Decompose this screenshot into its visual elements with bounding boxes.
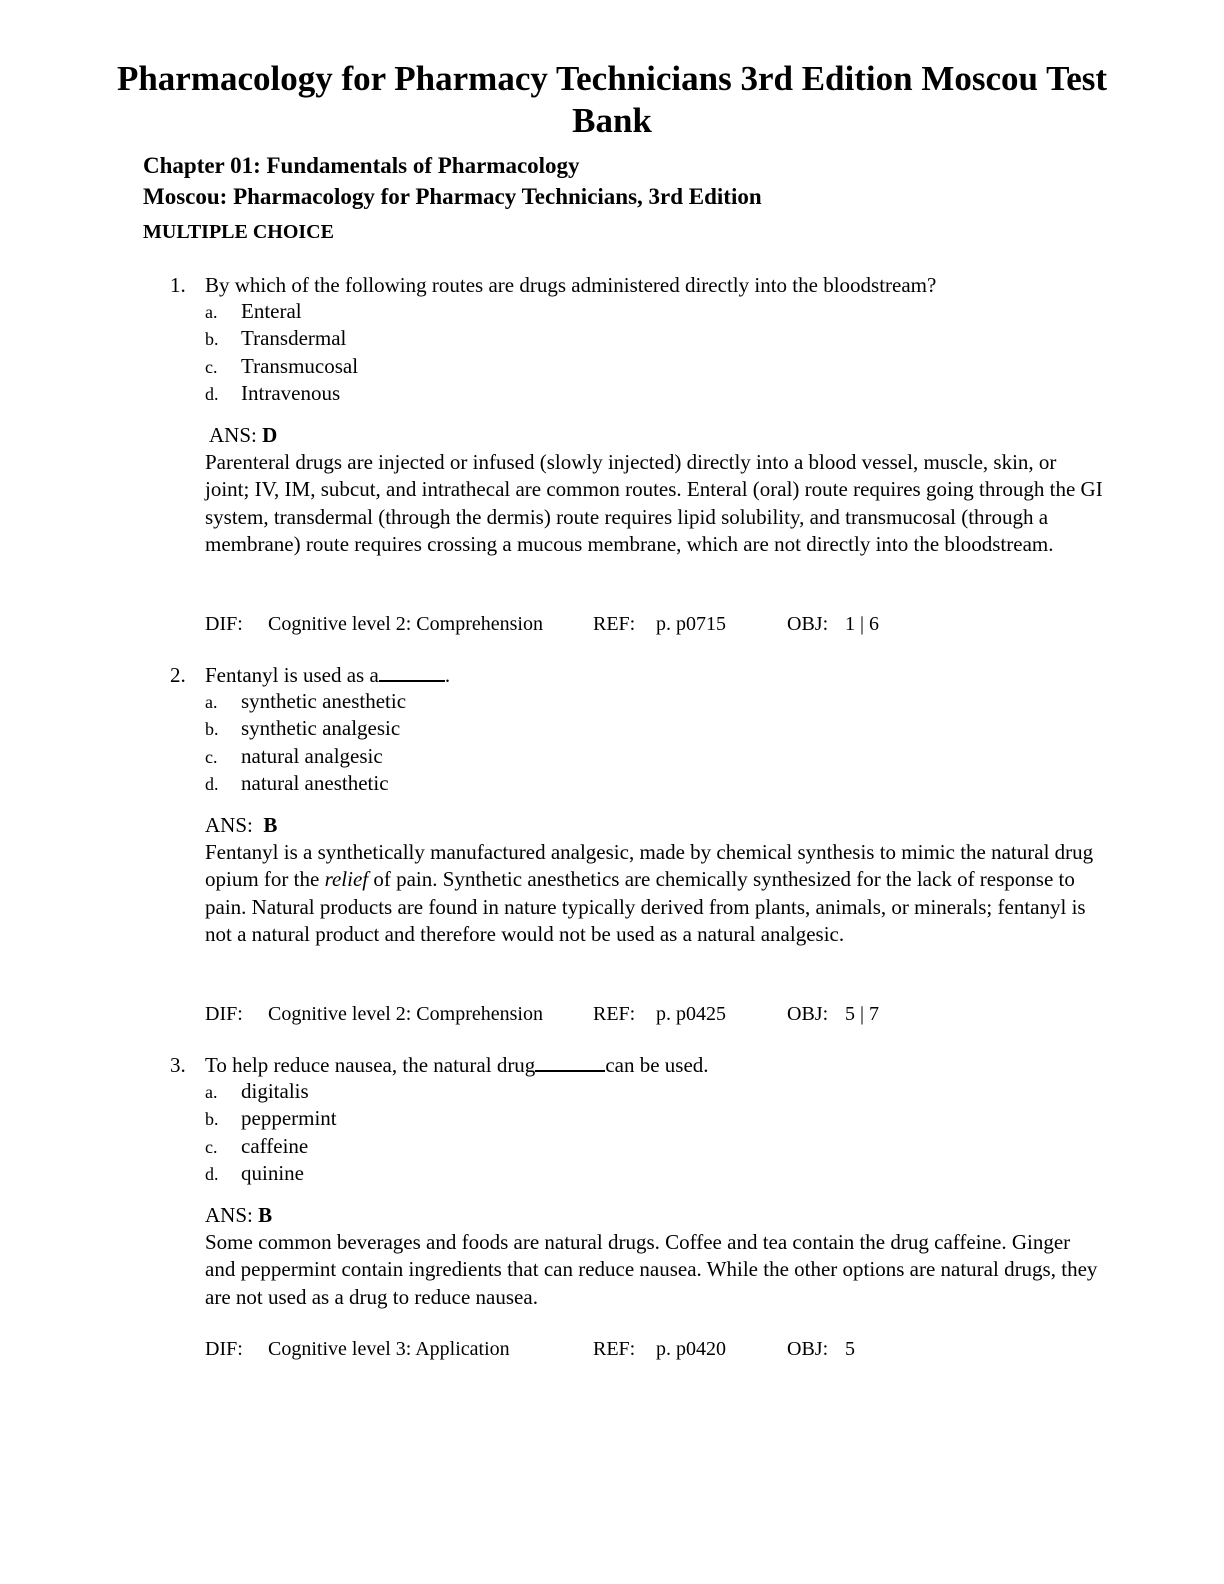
- option-text: Enteral: [241, 299, 302, 323]
- option-letter: b.: [205, 329, 219, 350]
- dif-label: DIF:: [205, 613, 243, 635]
- question-stem: [170, 271, 936, 299]
- rationale-emphasis: relief: [324, 867, 369, 892]
- obj-value: 5 | 7: [845, 1003, 880, 1025]
- answer-line: [205, 811, 277, 839]
- chapter-heading: Chapter 01: Fundamentals of Pharmacology: [143, 153, 580, 178]
- book-heading: Moscou: Pharmacology for Pharmacy Technicians, 3rd Edition: [143, 184, 762, 209]
- section-heading: MULTIPLE CHOICE: [143, 221, 334, 243]
- option-letter: b.: [205, 719, 219, 740]
- rationale: Some common beverages and foods are natural drugs. Coffee and tea contain the drug caffeine. Ginger and peppermint contain ingredients that can reduce nausea. While the other options are natural drugs, they are not used as a drug to reduce nausea.: [205, 1230, 1098, 1309]
- question-number: 3.: [170, 1053, 186, 1077]
- option-text: digitalis: [241, 1079, 309, 1103]
- dif-label: DIF:: [205, 1003, 243, 1025]
- option-a: [205, 298, 358, 325]
- option-text: natural analgesic: [241, 743, 383, 768]
- rationale: [205, 839, 1105, 948]
- obj-label: OBJ:: [787, 1338, 829, 1360]
- rationale-text: Fentanyl is a synthetically manufactured analgesic, made by chemical synthesis to mimic the natural drug opium for the: [205, 840, 1094, 892]
- document-title: Pharmacology for Pharmacy Technicians 3rd Edition Moscou Test Bank: [116, 59, 1108, 140]
- question-text-end: .: [444, 663, 451, 687]
- ref-value: p. p0420: [656, 1338, 726, 1360]
- ref-value: p. p0425: [656, 1003, 726, 1025]
- option-b: [205, 1105, 337, 1132]
- option-list: [205, 688, 406, 797]
- question-text: Fentanyl is used as a: [205, 663, 379, 687]
- ref-label: REF:: [593, 1338, 636, 1360]
- ref-value: p. p0715: [656, 613, 726, 635]
- answer-value: D: [262, 423, 278, 447]
- option-c: [205, 1133, 337, 1160]
- option-text: caffeine: [241, 1133, 309, 1158]
- question-text-end: can be used.: [605, 1053, 709, 1077]
- option-c: [205, 353, 358, 380]
- option-letter: a.: [205, 302, 218, 322]
- question-stem: [170, 661, 450, 689]
- option-letter: d.: [205, 383, 219, 404]
- option-text: Intravenous: [241, 380, 341, 405]
- obj-label: OBJ:: [787, 1003, 829, 1025]
- option-letter: a.: [205, 1082, 218, 1102]
- ref-label: REF:: [593, 1003, 636, 1025]
- answer-label: ANS:: [209, 423, 257, 447]
- answer-blank: [535, 1052, 605, 1072]
- question-stem: [170, 1051, 709, 1079]
- option-b: [205, 715, 406, 742]
- dif-value: Cognitive level 3: Application: [268, 1338, 510, 1360]
- option-a: [205, 1078, 337, 1105]
- option-text: natural anesthetic: [241, 770, 389, 795]
- answer-label: ANS:: [205, 1203, 253, 1227]
- option-letter: b.: [205, 1109, 219, 1130]
- obj-label: OBJ:: [787, 613, 829, 635]
- option-letter: a.: [205, 692, 218, 712]
- rationale: Parenteral drugs are injected or infused (slowly injected) directly into a blood vessel, muscle, skin, or joint; IV, IM, subcut, and intrathecal are common routes. Enteral (oral) route requires going through the GI system, transdermal (through the dermis) route requires lipid solubility, and transmucosal (through a membrane) route requires crossing a mucous membrane, which are not directly into the bloodstream.: [205, 450, 1103, 556]
- option-text: Transdermal: [241, 326, 347, 351]
- question-text: By which of the following routes are drugs administered directly into the bloodstream?: [205, 273, 937, 297]
- answer-line: [205, 1201, 272, 1229]
- option-b: [205, 325, 358, 352]
- option-letter: c.: [205, 1136, 218, 1157]
- answer-value: B: [263, 813, 278, 837]
- option-text: Transmucosal: [241, 353, 359, 378]
- option-d: [205, 1160, 337, 1187]
- dif-value: Cognitive level 2: Comprehension: [268, 1003, 543, 1025]
- ref-label: REF:: [593, 613, 636, 635]
- answer-label: ANS:: [205, 813, 253, 837]
- dif-value: Cognitive level 2: Comprehension: [268, 613, 543, 635]
- option-letter: d.: [205, 1163, 219, 1184]
- option-list: [205, 298, 358, 407]
- option-letter: d.: [205, 773, 219, 794]
- option-c: [205, 743, 406, 770]
- option-text: peppermint: [241, 1106, 337, 1131]
- option-letter: c.: [205, 356, 218, 377]
- question-number: 2.: [170, 663, 186, 687]
- dif-label: DIF:: [205, 1338, 243, 1360]
- obj-value: 1 | 6: [845, 613, 880, 635]
- answer-blank: [379, 662, 445, 682]
- obj-value: 5: [845, 1338, 855, 1360]
- option-text: quinine: [241, 1160, 304, 1185]
- option-d: [205, 770, 406, 797]
- question-text: To help reduce nausea, the natural drug: [205, 1053, 536, 1077]
- answer-line: [209, 421, 277, 449]
- question-number: 1.: [170, 273, 186, 297]
- answer-value: B: [258, 1203, 273, 1227]
- option-text: synthetic analgesic: [241, 716, 401, 741]
- option-a: [205, 688, 406, 715]
- option-list: [205, 1078, 337, 1187]
- option-letter: c.: [205, 746, 218, 767]
- option-text: synthetic anesthetic: [241, 689, 407, 713]
- option-d: [205, 380, 358, 407]
- rationale-text: of pain. Synthetic anesthetics are chemically synthesized for the lack of response to pain. Natural products are found in nature typically derived from plants, animals, or minerals; fentanyl is not a natural product and therefore would not be used as a natural analgesic.: [205, 867, 1086, 946]
